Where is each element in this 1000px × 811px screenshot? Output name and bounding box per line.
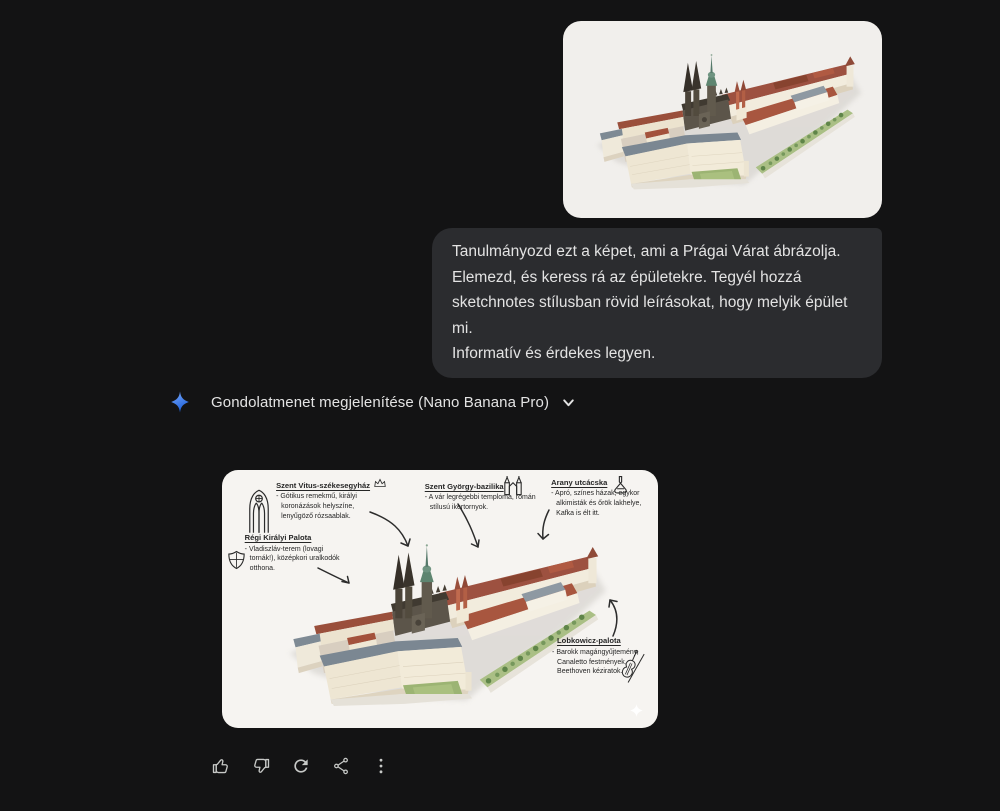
- regenerate-button[interactable]: [286, 751, 316, 781]
- annotation-title: Arany utcácska: [551, 477, 608, 487]
- user-message-bubble: [432, 228, 882, 378]
- generated-image-annotated-castle[interactable]: [222, 470, 658, 728]
- uploaded-image-prague-castle[interactable]: [563, 21, 882, 218]
- prague-castle-3d-illustration: [231, 524, 650, 721]
- annotation-body: - Barokk magángyűjtemény, Canaletto festmények, Beethoven kéziratok.: [552, 648, 639, 676]
- share-button[interactable]: [326, 751, 356, 781]
- annotation-title: Régi Királyi Palota: [244, 533, 312, 543]
- annotation-body: - Gótikus remekmű, királyi koronázások helyszíne, lenyűgöző rózsaablak.: [276, 493, 357, 520]
- more-vertical-icon: [371, 756, 391, 776]
- annotation-body: - Apró, színes házak, egykor alkimisták és őrök lakhelye, Kafka is élt itt.: [551, 490, 642, 517]
- user-message-line: sketchnotes stílusban rövid leírásokat, hogy melyik épület mi.: [452, 294, 848, 337]
- annotation-body: - A vár legrégebbi temploma, román stílusú ikertornyok.: [424, 494, 536, 511]
- thumbs-down-icon: [251, 756, 271, 776]
- thinking-toggle[interactable]: [168, 390, 576, 414]
- thumbs-up-button[interactable]: [206, 751, 236, 781]
- annotation-title: Lobkowicz-palota: [557, 636, 621, 646]
- crown-icon: [373, 478, 387, 490]
- more-options-button[interactable]: [366, 751, 396, 781]
- annotation-title: Szent György-bazilika: [424, 481, 504, 491]
- gemini-sparkle-icon: [168, 390, 192, 414]
- chevron-down-icon: [561, 395, 576, 410]
- flask-icon: [613, 475, 628, 494]
- share-icon: [331, 756, 351, 776]
- user-message-line: Elemezd, és keress rá az épületekre. Tegyél hozzá: [452, 268, 802, 286]
- prague-castle-3d-illustration: [576, 31, 870, 208]
- twin-tower-church-icon: [503, 475, 523, 496]
- response-action-bar: [206, 751, 396, 781]
- thinking-label: Gondolatmenet megjelenítése (Nano Banana Pro): [211, 393, 550, 411]
- regenerate-icon: [291, 756, 311, 776]
- user-message-line: Tanulmányozd ezt a képet, ami a Prágai Várat ábrázolja.: [452, 243, 841, 260]
- thumbs-down-button[interactable]: [246, 751, 276, 781]
- user-message-line: Informatív és érdekes legyen.: [452, 345, 656, 362]
- annotation-title: Szent Vitus-székesegyház: [276, 478, 392, 490]
- annotation-body: - Vladiszláv-terem (lovagi tornák!), középkori uralkodók otthona.: [244, 545, 340, 572]
- thumbs-up-icon: [211, 756, 231, 776]
